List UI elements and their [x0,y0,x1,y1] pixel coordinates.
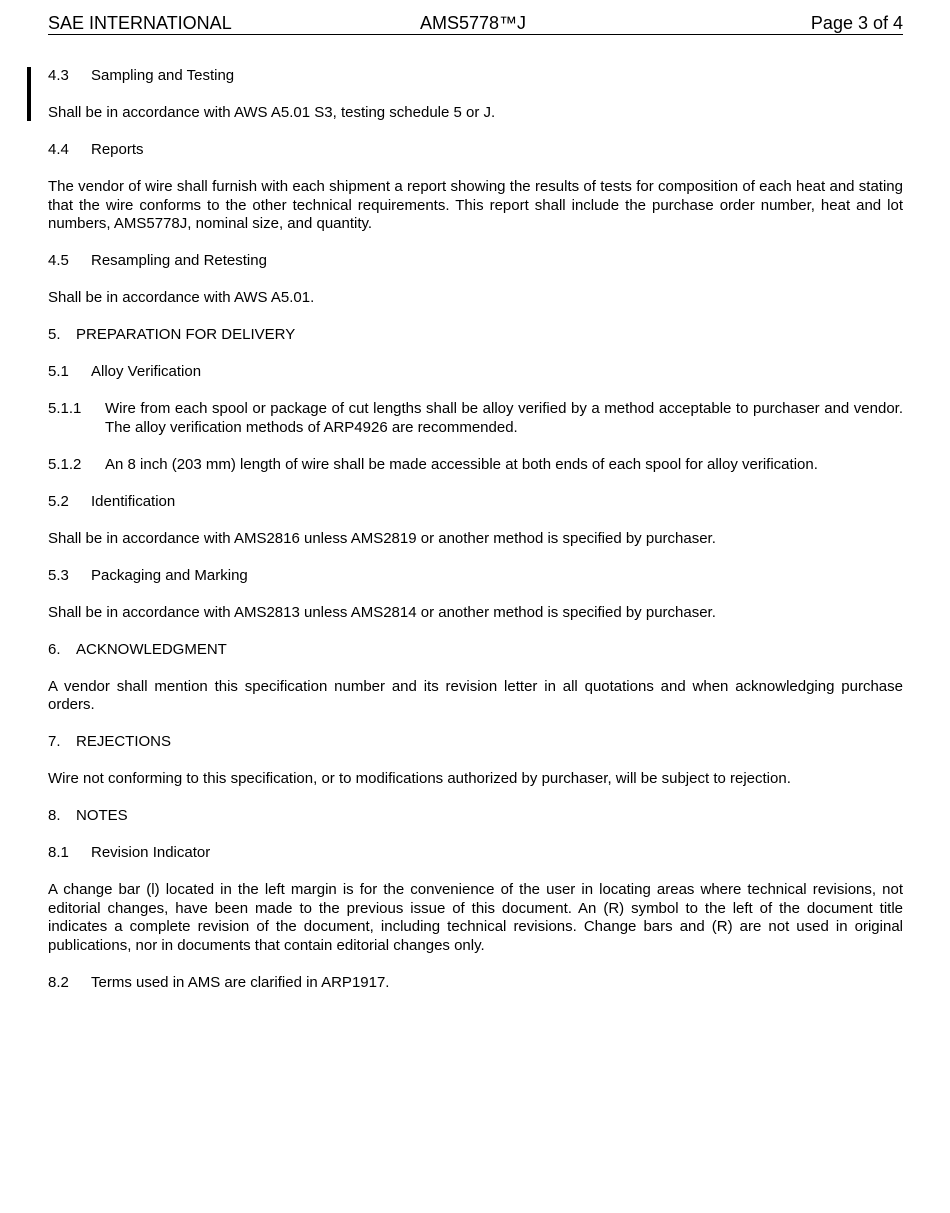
heading-4-5: 4.5 Resampling and Retesting [48,252,267,269]
document-body [48,67,903,1011]
heading-4-3: 4.3 Sampling and Testing [48,67,235,84]
change-bar [27,67,31,121]
heading-8-1: 8.1 Revision Indicator [48,844,211,861]
heading-8: 8. NOTES [48,807,128,824]
heading-8-2: 8.2 Terms used in AMS are clarified in ARP1917. [48,973,390,991]
page-header [48,12,903,35]
heading-7: 7. REJECTIONS [48,733,172,750]
heading-5: 5. PREPARATION FOR DELIVERY [48,326,296,343]
paragraph-5-1-2: 5.1.2 An 8 inch (203 mm) length of wire shall be made accessible at both ends of each spool for alloy verification. [48,455,818,473]
heading-6: 6. ACKNOWLEDGMENT [48,640,227,658]
paragraph-5-1-1: 5.1.1 Wire from each spool or package of cut lengths shall be alloy verified by a method acceptable to purchaser and vendor. The alloy verification methods of ARP4926 are recommended. [48,400,903,436]
heading-5-1: 5.1 Alloy Verification [48,363,202,380]
paragraph-6: A vendor shall mention this specification number and its revision letter in all quotations and when acknowledging purchase orders. [48,677,903,713]
paragraph-7: Wire not conforming to this specification, or to modifications authorized by purchaser, will be subject to rejection. [48,770,791,787]
paragraph-8-1: A change bar (l) located in the left margin is for the convenience of the user in locating areas where technical revisions, not editorial changes, have been made to the previous issue of this document. An (R) symbol to the left of the document title indicates a complete revision of the document, including technical revisions. Change bars and (R) are not used in original publications, nor in documents that contain editorial changes only. [48,881,903,954]
heading-4-4: 4.4 Reports [48,141,144,158]
paragraph-5-2: Shall be in accordance with AMS2816 unless AMS2819 or another method is specified by purchaser. [48,529,716,547]
paragraph-5-3: Shall be in accordance with AMS2813 unless AMS2814 or another method is specified by purchaser. [48,603,716,621]
header-page-number: Page 3 of 4 [810,13,903,33]
paragraph-4-4: The vendor of wire shall furnish with each shipment a report showing the results of tests for composition of each heat and stating that the wire conforms to the other technical requirements. This report shall include the purchase order number, heat and lot numbers, AMS5778J, nominal size, and quantity. [48,178,903,232]
heading-5-3: 5.3 Packaging and Marking [48,566,248,584]
paragraph-4-3: Shall be in accordance with AWS A5.01 S3, testing schedule 5 or J. [48,104,496,121]
header-doc-number: AMS5778™J [420,13,527,33]
paragraph-4-5: Shall be in accordance with AWS A5.01. [48,289,315,306]
header-org: SAE INTERNATIONAL [48,13,232,33]
heading-5-2: 5.2 Identification [48,492,176,510]
